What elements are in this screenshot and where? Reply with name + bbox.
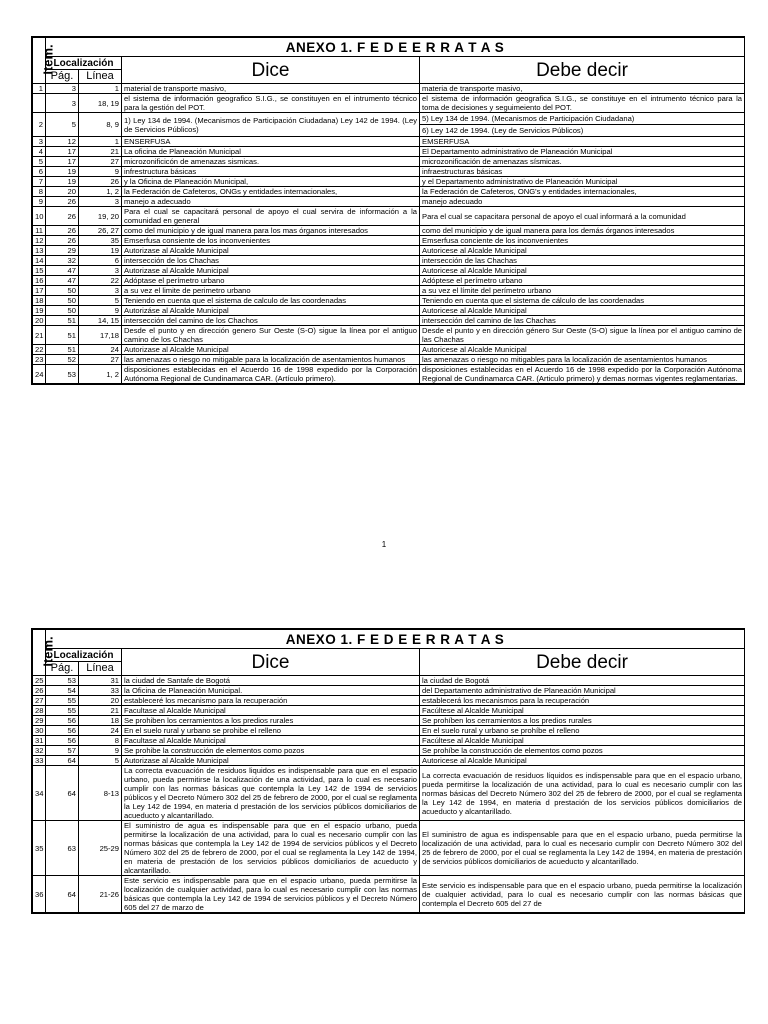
dice-cell: Autorizase al Alcalde Municipal	[122, 246, 420, 256]
debe-decir-header: Debe decir	[420, 57, 745, 84]
page-cell: 63	[46, 821, 79, 876]
item-number: 22	[33, 345, 46, 355]
line-cell: 27	[79, 355, 122, 365]
debe-decir-cell: EMSERFUSA	[420, 137, 745, 147]
item-number: 20	[33, 316, 46, 326]
page-cell: 26	[46, 226, 79, 236]
debe-decir-line: 6) Ley 142 de 1994. (Ley de Servicios Públicos)	[422, 126, 584, 135]
page-cell: 3	[46, 84, 79, 94]
line-cell: 8	[79, 736, 122, 746]
page-cell: 3	[46, 94, 79, 113]
table-row	[33, 236, 745, 246]
debe-decir-cell: Desde el punto y en dirección género Sur Oeste (S-O) sigue la línea por el antiguo camino de las Chachas	[420, 326, 745, 345]
dice-cell: Autorizase al Alcalde Municipal	[122, 756, 420, 766]
line-cell: 9	[79, 167, 122, 177]
table-row	[33, 345, 745, 355]
table-row	[33, 137, 745, 147]
debe-decir-cell: materia de transporte masivo,	[420, 84, 745, 94]
page-cell: 64	[46, 876, 79, 913]
line-cell: 26, 27	[79, 226, 122, 236]
dice-cell: Facultase al Alcalde Municipal	[122, 706, 420, 716]
dice-cell: las amenazas o riesgo no mitigable para la localización de asentamientos humanos	[122, 355, 420, 365]
debe-decir-cell: manejo adecuado	[420, 197, 745, 207]
page-cell: 19	[46, 167, 79, 177]
dice-cell: el sistema de información geografico S.I.G., se constituyen en el intrumento técnico para la gestión del POT.	[122, 94, 420, 113]
table-row	[33, 756, 745, 766]
item-number: 14	[33, 256, 46, 266]
item-number: 21	[33, 326, 46, 345]
dice-cell: Autorizase al Alcalde Municipal	[122, 345, 420, 355]
line-cell: 3	[79, 197, 122, 207]
linea-header: Línea	[79, 662, 122, 676]
item-number: 12	[33, 236, 46, 246]
item-number: 5	[33, 157, 46, 167]
item-number	[33, 94, 46, 113]
debe-decir-cell: Emserfusa conciente de los inconvenientes	[420, 236, 745, 246]
table-row	[33, 326, 745, 345]
debe-decir-cell: Autoricese al Alcalde Municipal	[420, 345, 745, 355]
debe-decir-cell: del Departamento administrativo de Planeación Municipal	[420, 686, 745, 696]
line-cell: 33	[79, 686, 122, 696]
debe-decir-cell: y el Departamento administrativo de Planeación Municipal	[420, 177, 745, 187]
line-cell: 1	[79, 84, 122, 94]
table-row	[33, 276, 745, 286]
table-row	[33, 256, 745, 266]
table-row	[33, 766, 745, 821]
line-cell: 31	[79, 676, 122, 686]
table-row	[33, 365, 745, 384]
line-cell: 21	[79, 147, 122, 157]
localizacion-header: Localización	[46, 57, 122, 70]
line-cell: 19, 20	[79, 207, 122, 226]
dice-cell: Teniendo en cuenta que el sistema de calculo de las coordenadas	[122, 296, 420, 306]
table-row	[33, 736, 745, 746]
line-cell: 18	[79, 716, 122, 726]
line-cell: 35	[79, 236, 122, 246]
dice-cell: material de transporte masivo,	[122, 84, 420, 94]
debe-decir-cell: las amenazas o riesgo no mitigables para la localización de asentamientos humanos	[420, 355, 745, 365]
page-cell: 26	[46, 197, 79, 207]
page-cell: 64	[46, 756, 79, 766]
debe-decir-cell: Adóptese el perímetro urbano	[420, 276, 745, 286]
item-number: 30	[33, 726, 46, 736]
debe-decir-cell: Se prohíbe la construcción de elementos como pozos	[420, 746, 745, 756]
item-number: 4	[33, 147, 46, 157]
line-cell: 3	[79, 286, 122, 296]
table-row	[33, 197, 745, 207]
page-cell: 12	[46, 137, 79, 147]
pag-header: Pág.	[46, 70, 79, 84]
table-row	[33, 286, 745, 296]
dice-cell: Se prohiben los cerramientos a los predios rurales	[122, 716, 420, 726]
page-cell: 17	[46, 147, 79, 157]
errata-table-page-1	[31, 36, 745, 385]
page-cell: 55	[46, 696, 79, 706]
page-cell: 5	[46, 113, 79, 137]
line-cell: 1, 2	[79, 365, 122, 384]
line-cell: 24	[79, 345, 122, 355]
debe-decir-cell: intersección del camino de las Chachas	[420, 316, 745, 326]
item-number: 1	[33, 84, 46, 94]
page-cell: 47	[46, 266, 79, 276]
pag-header: Pág.	[46, 662, 79, 676]
table-row	[33, 157, 745, 167]
debe-decir-cell: el sistema de información geografica S.I.G., se constituye en el intrumento técnico para la toma de decisiones y seguimeiento del POT.	[420, 94, 745, 113]
debe-decir-cell: Autoricese al Alcalde Municipal	[420, 756, 745, 766]
line-cell: 27	[79, 157, 122, 167]
debe-decir-cell: Autoricese al Alcalde Municipal	[420, 266, 745, 276]
debe-decir-cell	[420, 113, 745, 137]
page-cell: 26	[46, 207, 79, 226]
dice-header: Dice	[122, 649, 420, 676]
line-cell: 22	[79, 276, 122, 286]
debe-decir-cell: la Federación de Cafeteros, ONG's y entidades internacionales,	[420, 187, 745, 197]
localizacion-header: Localización	[46, 649, 122, 662]
line-cell: 25-29	[79, 821, 122, 876]
line-cell: 19	[79, 246, 122, 256]
debe-decir-cell: El suministro de agua es indispensable para que en el espacio urbano, pueda permitirse la localización de una actividad, para lo cual es necesario cumplir con Decreto Número 302 del 25 de febrero de 2000, por el cual se reglamenta la Ley 142 de 1994, en materia de prestación de servicios públicos domiciliarios de acueducto y alcantarillado.	[420, 821, 745, 876]
item-number: 18	[33, 296, 46, 306]
debe-decir-cell: El Departamento administrativo de Planeación Municipal	[420, 147, 745, 157]
line-cell: 8-13	[79, 766, 122, 821]
page-cell: 54	[46, 686, 79, 696]
table-row	[33, 207, 745, 226]
debe-decir-cell: Este servicio es indispensable para que en el espacio urbano, pueda permitirse la localización de cualquier actividad, para lo cual es necesario cumplir con las normas básicas que contempla el Decreto 605 del 27 de	[420, 876, 745, 913]
item-number: 2	[33, 113, 46, 137]
debe-decir-cell: La correcta evacuación de residuos líquidos es indispensable para que en el espacio urbano, pueda permitirse la localización de una actividad, para lo cual es necesario cumplir con las normas básicas del Decreto Número 302 del 25 de febrero de 2000, por el cual se reglamenta la Ley 142 de 1994, en materia d prestación de los servicios públicos domiciliarios de acueducto y alcantarillado.	[420, 766, 745, 821]
page-cell: 19	[46, 177, 79, 187]
table-row	[33, 296, 745, 306]
line-cell: 8, 9	[79, 113, 122, 137]
dice-cell: intersección del camino de los Chachos	[122, 316, 420, 326]
dice-cell: la ciudad de Santafe de Bogotá	[122, 676, 420, 686]
line-cell: 6	[79, 256, 122, 266]
item-number: 28	[33, 706, 46, 716]
line-cell: 5	[79, 756, 122, 766]
debe-decir-cell: Autoricese al Alcalde Municipal	[420, 306, 745, 316]
page-cell: 51	[46, 326, 79, 345]
page-cell: 50	[46, 296, 79, 306]
item-number: 16	[33, 276, 46, 286]
table-row	[33, 676, 745, 686]
item-number: 3	[33, 137, 46, 147]
line-cell: 1	[79, 137, 122, 147]
page-cell: 50	[46, 286, 79, 296]
line-cell: 9	[79, 306, 122, 316]
debe-decir-cell: a su vez el límite del perímetro urbano	[420, 286, 745, 296]
table-row	[33, 746, 745, 756]
item-number: 31	[33, 736, 46, 746]
dice-cell: Adóptase el perímetro urbano	[122, 276, 420, 286]
dice-cell: la Federación de Cafeteros, ONGs y entidades internacionales,	[122, 187, 420, 197]
item-number: 7	[33, 177, 46, 187]
item-number: 9	[33, 197, 46, 207]
item-number: 19	[33, 306, 46, 316]
table-row	[33, 226, 745, 236]
dice-cell: Desde el punto y en dirección genero Sur Oeste (S-O) sigue la línea por el antiguo camino de los Chachas	[122, 326, 420, 345]
page-cell: 26	[46, 236, 79, 246]
page-number: 1	[381, 540, 387, 549]
debe-decir-cell: microzonificación de amenazas sísmicas.	[420, 157, 745, 167]
dice-cell: estableceré los mecanismo para la recuperación	[122, 696, 420, 706]
dice-cell: Autorizase al Alcalde Municipal	[122, 266, 420, 276]
dice-cell: Este servicio es indispensable para que en el espacio urbano, pueda permitirse la localización de cualquier actividad, para lo cual es necesario cumplir con las normas básicas que contempla la Ley 142 de 1994 de servicios públicos y el Decreto Número 605 del 27 de marzo de	[122, 876, 420, 913]
table-row	[33, 266, 745, 276]
item-number: 6	[33, 167, 46, 177]
item-number: 34	[33, 766, 46, 821]
page-cell: 52	[46, 355, 79, 365]
dice-cell: La correcta evacuación de residuos liquidos es indispensable para que en el espacio urbano, pueda permitirse la localización de una actividad, para lo cual es necesario cumplir con las normas básicas que contempla la Ley 142 de 1994 de servicios públicos y el Decreto Número 302 del 25 de febrero de 2000, por el cual se reglamenta la Ley 142 de 1994, en materia d prestación de los servicios públicos domiciliarios de acueducto y alcantarillado.	[122, 766, 420, 821]
item-number: 33	[33, 756, 46, 766]
item-column-header: Item.	[33, 630, 46, 676]
item-column-header: Item.	[33, 38, 46, 84]
line-cell: 21	[79, 706, 122, 716]
page-cell: 56	[46, 716, 79, 726]
dice-cell: y la Oficina de Planeación Municipal,	[122, 177, 420, 187]
dice-cell: En el suelo rural y urbano se prohibe el relleno	[122, 726, 420, 736]
item-number: 24	[33, 365, 46, 384]
dice-cell: Para el cual se capacitará personal de apoyo el cual servira de información a la comunidad en general	[122, 207, 420, 226]
item-number: 10	[33, 207, 46, 226]
table-row	[33, 84, 745, 94]
dice-cell: El suministro de agua es indispensable para que en el espacio urbano, pueda permitirse la localización de una actividad, para lo cual es necesario cumplir con las normas básicas que contempla la Ley 142 de 1994 de servicios públicos y el Decreto Número 302 del 25 de febrero de 2000, por el cual se reglamenta la Ley 142 de 1994, en materia de prestación de los servicios públicos domiciliarios de acueducto y alcantarillado.	[122, 821, 420, 876]
table-row	[33, 306, 745, 316]
item-number: 32	[33, 746, 46, 756]
line-cell: 1, 2	[79, 187, 122, 197]
dice-header: Dice	[122, 57, 420, 84]
page-cell: 32	[46, 256, 79, 266]
debe-decir-cell: la ciudad de Bogotá	[420, 676, 745, 686]
table-row	[33, 177, 745, 187]
dice-cell: ENSERFUSA	[122, 137, 420, 147]
table-row	[33, 726, 745, 736]
debe-decir-header: Debe decir	[420, 649, 745, 676]
table-row	[33, 716, 745, 726]
debe-decir-cell: disposiciones establecidas en el Acuerdo 16 de 1998 expedido por la Corporación Autónoma Regional de Cundinamarca CAR. (Articulo primero) y demas normas vigentes reglamentarias.	[420, 365, 745, 384]
page-cell: 29	[46, 246, 79, 256]
line-cell: 14, 15	[79, 316, 122, 326]
dice-cell: como del municipio y de igual manera para los mas órganos interesados	[122, 226, 420, 236]
item-number: 36	[33, 876, 46, 913]
item-number: 35	[33, 821, 46, 876]
debe-decir-cell: establecerá los mecanismos para la recuperación	[420, 696, 745, 706]
page-cell: 55	[46, 706, 79, 716]
debe-decir-cell: como del municipio y de igual manera para los demás órganos interesados	[420, 226, 745, 236]
table-row	[33, 686, 745, 696]
table-row	[33, 821, 745, 876]
debe-decir-cell: Facúltese al Alcalde Municipal	[420, 706, 745, 716]
line-cell: 20	[79, 696, 122, 706]
table-row	[33, 147, 745, 157]
item-number: 25	[33, 676, 46, 686]
page-cell: 64	[46, 766, 79, 821]
dice-cell: Facultase al Alcalde Municipal	[122, 736, 420, 746]
table-row	[33, 167, 745, 177]
item-number: 29	[33, 716, 46, 726]
table-title: ANEXO 1. F E D E E R R A T A S	[46, 38, 745, 57]
dice-cell: disposiciones establecidas en el Acuerdo 16 de 1998 expedido por la Corporación Autónoma Regional de Cundinamarca CAR. (Artículo primero).	[122, 365, 420, 384]
item-number: 26	[33, 686, 46, 696]
table-row	[33, 316, 745, 326]
dice-cell: 1) Ley 134 de 1994. (Mecanismos de Participación Ciudadana) Ley 142 de 1994. (Ley de Servicios Públicos)	[122, 113, 420, 137]
dice-cell: Autorizáse al Alcalde Municipal	[122, 306, 420, 316]
debe-decir-cell: Autoricese al Alcalde Municipal	[420, 246, 745, 256]
dice-cell: manejo a adecuado	[122, 197, 420, 207]
errata-table-page-2	[31, 628, 745, 914]
table-row	[33, 246, 745, 256]
item-number: 11	[33, 226, 46, 236]
item-number: 17	[33, 286, 46, 296]
line-cell: 5	[79, 296, 122, 306]
page-cell: 56	[46, 736, 79, 746]
debe-decir-cell: Teniendo en cuenta que el sistema de cálculo de las coordenadas	[420, 296, 745, 306]
debe-decir-cell: infraestructuras básicas	[420, 167, 745, 177]
dice-cell: infrestructura básicas	[122, 167, 420, 177]
item-number: 13	[33, 246, 46, 256]
debe-decir-cell: intersección de las Chachas	[420, 256, 745, 266]
table-row	[33, 696, 745, 706]
page-cell: 50	[46, 306, 79, 316]
table-title: ANEXO 1. F E D E E R R A T A S	[46, 630, 745, 649]
line-cell: 18, 19	[79, 94, 122, 113]
debe-decir-cell: Se prohíben los cerramientos a los predios rurales	[420, 716, 745, 726]
line-cell: 24	[79, 726, 122, 736]
dice-cell: La oficina de Planeación Municipal	[122, 147, 420, 157]
debe-decir-cell: Para el cual se capacitara personal de apoyo el cual informará a la comunidad	[420, 207, 745, 226]
item-number: 15	[33, 266, 46, 276]
dice-cell: la Oficina de Planeación Municipal.	[122, 686, 420, 696]
table-row	[33, 355, 745, 365]
line-cell: 21-26	[79, 876, 122, 913]
page-cell: 51	[46, 345, 79, 355]
item-number: 8	[33, 187, 46, 197]
page-cell: 56	[46, 726, 79, 736]
table-row	[33, 706, 745, 716]
item-number: 27	[33, 696, 46, 706]
debe-decir-cell: En el suelo rural y urbano se prohíbe el relleno	[420, 726, 745, 736]
line-cell: 3	[79, 266, 122, 276]
page-cell: 53	[46, 676, 79, 686]
page-cell: 53	[46, 365, 79, 384]
dice-cell: Se prohibe la construcción de elementos como pozos	[122, 746, 420, 756]
table-row	[33, 187, 745, 197]
table-row	[33, 876, 745, 913]
dice-cell: intersección de los Chachas	[122, 256, 420, 266]
page-cell: 47	[46, 276, 79, 286]
dice-cell: microzonificicón de amenazas sismicas.	[122, 157, 420, 167]
line-cell: 26	[79, 177, 122, 187]
page-cell: 17	[46, 157, 79, 167]
debe-decir-cell: Facúltese al Alcalde Municipal	[420, 736, 745, 746]
debe-decir-line: 5) Ley 134 de 1994. (Mecanismos de Participación Ciudadana)	[420, 113, 744, 125]
page-cell: 20	[46, 187, 79, 197]
linea-header: Línea	[79, 70, 122, 84]
table-row	[33, 94, 745, 113]
dice-cell: a su vez el limite de perimetro urbano	[122, 286, 420, 296]
item-number: 23	[33, 355, 46, 365]
table-row	[33, 113, 745, 137]
page-cell: 57	[46, 746, 79, 756]
line-cell: 9	[79, 746, 122, 756]
line-cell: 17,18	[79, 326, 122, 345]
dice-cell: Emserfusa consiente de los inconvenientes	[122, 236, 420, 246]
page-cell: 51	[46, 316, 79, 326]
